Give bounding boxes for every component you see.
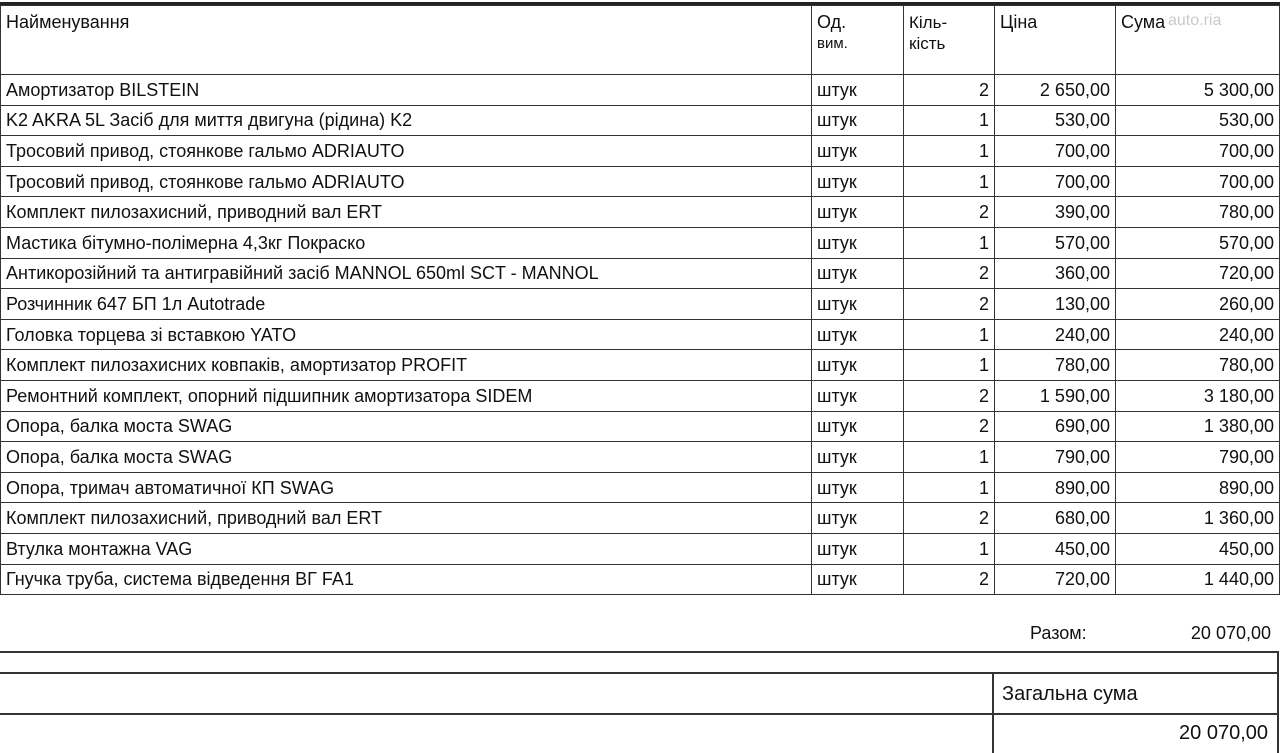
table-row xyxy=(1,197,1280,228)
item-price: 780,00 xyxy=(995,350,1116,381)
item-unit: штук xyxy=(812,533,904,564)
divider xyxy=(1277,673,1279,753)
item-unit: штук xyxy=(812,442,904,473)
item-name: Тросовий привод, стоянкове гальмо ADRIAUTO xyxy=(1,136,812,167)
item-unit: штук xyxy=(812,197,904,228)
item-sum: 1 440,00 xyxy=(1116,564,1280,595)
item-sum: 1 360,00 xyxy=(1116,503,1280,534)
item-price: 240,00 xyxy=(995,319,1116,350)
item-name: Ремонтний комплект, опорний підшипник амортизатора SIDEM xyxy=(1,380,812,411)
item-unit: штук xyxy=(812,411,904,442)
table-row xyxy=(1,75,1280,106)
item-name: Гнучка труба, система відведення ВГ FA1 xyxy=(1,564,812,595)
item-unit: штук xyxy=(812,166,904,197)
item-qty: 1 xyxy=(904,442,995,473)
item-name: Опора, балка моста SWAG xyxy=(1,442,812,473)
item-name: Антикорозійний та антигравійний засіб MANNOL 650ml SCT - MANNOL xyxy=(1,258,812,289)
table-row xyxy=(1,350,1280,381)
subtotal-row xyxy=(0,620,1279,653)
header-qty: Кіль- кість xyxy=(904,6,995,75)
item-price: 450,00 xyxy=(995,533,1116,564)
item-qty: 1 xyxy=(904,227,995,258)
item-price: 1 590,00 xyxy=(995,380,1116,411)
item-price: 570,00 xyxy=(995,227,1116,258)
item-name: Тросовий привод, стоянкове гальмо ADRIAUTO xyxy=(1,166,812,197)
item-sum: 260,00 xyxy=(1116,289,1280,320)
table-row xyxy=(1,166,1280,197)
item-unit: штук xyxy=(812,350,904,381)
item-name: Головка торцева зі вставкою YATO xyxy=(1,319,812,350)
item-price: 530,00 xyxy=(995,105,1116,136)
table-row xyxy=(1,105,1280,136)
table-row xyxy=(1,289,1280,320)
item-unit: штук xyxy=(812,105,904,136)
item-sum: 5 300,00 xyxy=(1116,75,1280,106)
item-unit: штук xyxy=(812,503,904,534)
item-price: 690,00 xyxy=(995,411,1116,442)
item-qty: 2 xyxy=(904,197,995,228)
item-qty: 2 xyxy=(904,503,995,534)
item-unit: штук xyxy=(812,564,904,595)
item-price: 700,00 xyxy=(995,136,1116,167)
item-name: Розчинник 647 БП 1л Autotrade xyxy=(1,289,812,320)
item-qty: 2 xyxy=(904,564,995,595)
divider xyxy=(1277,651,1279,673)
item-name: Опора, балка моста SWAG xyxy=(1,411,812,442)
item-sum: 240,00 xyxy=(1116,319,1280,350)
item-sum: 890,00 xyxy=(1116,472,1280,503)
table-row xyxy=(1,319,1280,350)
item-qty: 1 xyxy=(904,319,995,350)
header-sum: Сума auto.ria xyxy=(1116,6,1280,75)
subtotal-value: 20 070,00 xyxy=(1190,623,1271,643)
table-row xyxy=(1,503,1280,534)
item-qty: 1 xyxy=(904,166,995,197)
item-sum: 3 180,00 xyxy=(1116,380,1280,411)
item-sum: 790,00 xyxy=(1116,442,1280,473)
item-qty: 2 xyxy=(904,380,995,411)
item-price: 790,00 xyxy=(995,442,1116,473)
item-price: 720,00 xyxy=(995,564,1116,595)
item-unit: штук xyxy=(812,75,904,106)
header-price: Ціна xyxy=(995,6,1116,75)
item-qty: 1 xyxy=(904,533,995,564)
table-row xyxy=(1,258,1280,289)
item-sum: 1 380,00 xyxy=(1116,411,1280,442)
item-unit: штук xyxy=(812,227,904,258)
item-price: 890,00 xyxy=(995,472,1116,503)
item-qty: 2 xyxy=(904,289,995,320)
table-row xyxy=(1,472,1280,503)
divider xyxy=(0,672,1279,674)
table-row xyxy=(1,411,1280,442)
table-row xyxy=(1,564,1280,595)
item-sum: 780,00 xyxy=(1116,350,1280,381)
item-qty: 1 xyxy=(904,472,995,503)
item-sum: 780,00 xyxy=(1116,197,1280,228)
items-body xyxy=(1,75,1280,595)
item-unit: штук xyxy=(812,289,904,320)
grand-total-value: 20 070,00 xyxy=(1179,722,1268,744)
item-price: 700,00 xyxy=(995,166,1116,197)
item-unit: штук xyxy=(812,136,904,167)
item-unit: штук xyxy=(812,258,904,289)
item-qty: 2 xyxy=(904,411,995,442)
item-price: 2 650,00 xyxy=(995,75,1116,106)
grand-total-label: Загальна сума xyxy=(1002,683,1138,705)
table-row xyxy=(1,227,1280,258)
item-qty: 1 xyxy=(904,136,995,167)
item-sum: 700,00 xyxy=(1116,136,1280,167)
item-sum: 720,00 xyxy=(1116,258,1280,289)
item-price: 360,00 xyxy=(995,258,1116,289)
header-row xyxy=(1,6,1280,75)
item-unit: штук xyxy=(812,472,904,503)
watermark: auto.ria xyxy=(1168,12,1222,29)
item-qty: 2 xyxy=(904,75,995,106)
item-sum: 700,00 xyxy=(1116,166,1280,197)
item-sum: 570,00 xyxy=(1116,227,1280,258)
item-name: Амортизатор BILSTEIN xyxy=(1,75,812,106)
items-table xyxy=(0,5,1280,595)
subtotal-label: Разом: xyxy=(1030,623,1087,643)
header-unit: Од. вим. xyxy=(812,6,904,75)
table-row xyxy=(1,380,1280,411)
table-row xyxy=(1,136,1280,167)
table-row xyxy=(1,533,1280,564)
item-name: K2 AKRA 5L Засіб для миття двигуна (рідина) K2 xyxy=(1,105,812,136)
divider xyxy=(992,673,994,753)
item-name: Мастика бітумно-полімерна 4,3кг Покраско xyxy=(1,227,812,258)
item-price: 680,00 xyxy=(995,503,1116,534)
item-price: 130,00 xyxy=(995,289,1116,320)
item-unit: штук xyxy=(812,380,904,411)
item-qty: 1 xyxy=(904,105,995,136)
table-row xyxy=(1,442,1280,473)
item-sum: 450,00 xyxy=(1116,533,1280,564)
item-unit: штук xyxy=(812,319,904,350)
item-name: Комплект пилозахисний, приводний вал ERT xyxy=(1,197,812,228)
item-name: Комплект пилозахисний, приводний вал ERT xyxy=(1,503,812,534)
item-name: Втулка монтажна VAG xyxy=(1,533,812,564)
header-name: Найменування xyxy=(1,6,812,75)
item-qty: 1 xyxy=(904,350,995,381)
item-name: Комплект пилозахисних ковпаків, амортизатор PROFIT xyxy=(1,350,812,381)
item-name: Опора, тримач автоматичної КП SWAG xyxy=(1,472,812,503)
item-sum: 530,00 xyxy=(1116,105,1280,136)
divider xyxy=(0,713,1279,715)
item-qty: 2 xyxy=(904,258,995,289)
item-price: 390,00 xyxy=(995,197,1116,228)
